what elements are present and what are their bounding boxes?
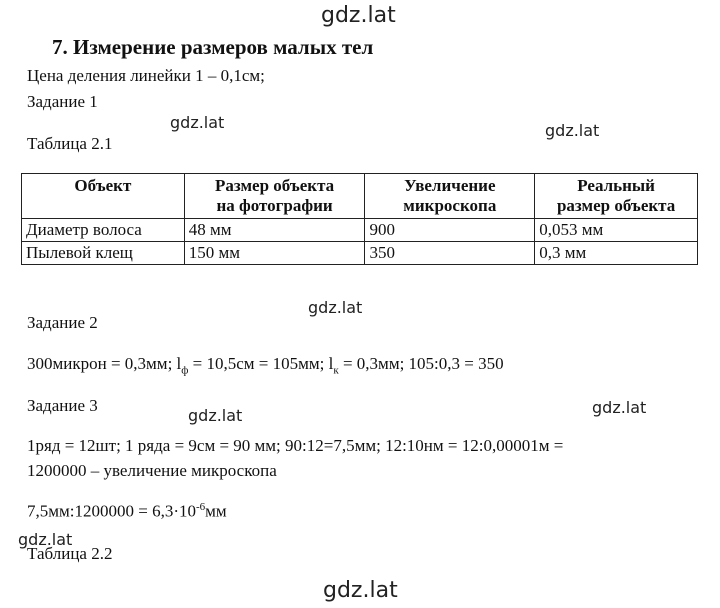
table-row xyxy=(22,219,698,242)
table-cell: 48 мм xyxy=(184,219,365,242)
table-cell: 900 xyxy=(365,219,535,242)
task1-label: Задание 1 xyxy=(27,92,98,111)
watermark: gdz.lat xyxy=(18,530,73,549)
task2-calculation: 300микрон = 0,3мм; $l_ф = 10,5см = 105мм$; $l_к = 0,3мм$; 105:0,3 = 350 xyxy=(27,354,504,377)
table1-caption: Таблица 2.1 xyxy=(27,134,113,153)
watermark: gdz.lat xyxy=(321,3,396,28)
task2-label: Задание 2 xyxy=(27,313,98,332)
task3-calculation-line2: 1200000 – увеличение микроскопа xyxy=(27,461,277,480)
task3-label: Задание 3 xyxy=(27,396,98,415)
watermark: gdz.lat xyxy=(323,578,398,603)
table-cell: Пылевой клещ xyxy=(22,242,185,265)
table-row xyxy=(22,242,698,265)
measurement-table xyxy=(21,173,698,265)
table2-caption: Таблица 2.2 xyxy=(27,544,113,563)
table-cell: 0,3 мм xyxy=(535,242,698,265)
watermark: gdz.lat xyxy=(592,398,647,417)
watermark: gdz.lat xyxy=(170,113,225,132)
header-magnification: Увеличение микроскопа xyxy=(365,174,535,219)
table-cell: Диаметр волоса xyxy=(22,219,185,242)
task3-calculation-line1: 1ряд = 12шт; 1 ряда = 9см = 90 мм; 90:12=7,5мм; 12:10нм = 12:0,00001м = xyxy=(27,436,564,455)
header-object: Объект xyxy=(22,174,185,219)
table-cell: 350 xyxy=(365,242,535,265)
table-header-row xyxy=(22,174,698,219)
watermark: gdz.lat xyxy=(188,406,243,425)
task3-result: 7,5мм:1200000 = $6,3\cdot 10^{-6}мм$ xyxy=(27,501,227,521)
header-real-size: Реальный размер объекта xyxy=(535,174,698,219)
watermark: gdz.lat xyxy=(545,121,600,140)
table-cell: 150 мм xyxy=(184,242,365,265)
table-cell: 0,053 мм xyxy=(535,219,698,242)
section-heading: 7. Измерение размеров малых тел xyxy=(52,35,374,59)
header-photo-size: Размер объекта на фотографии xyxy=(184,174,365,219)
watermark: gdz.lat xyxy=(308,298,363,317)
scale-division-line: Цена деления линейки 1 – 0,1см; xyxy=(27,66,265,85)
